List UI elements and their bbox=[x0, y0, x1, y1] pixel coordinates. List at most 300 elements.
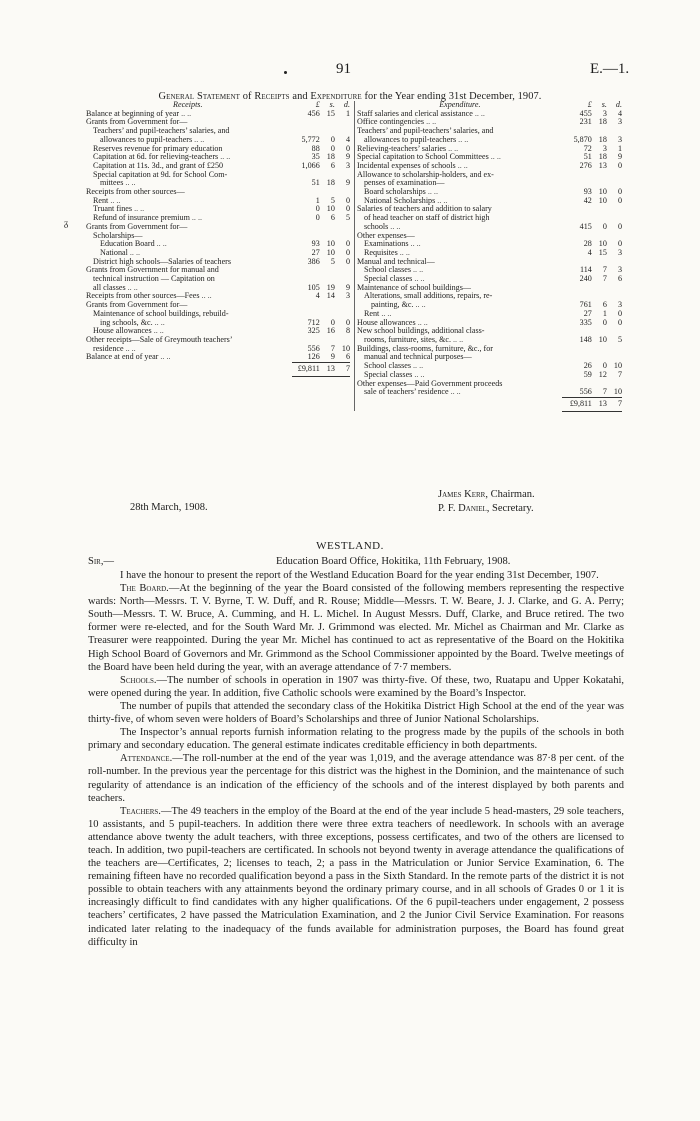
amount-cell: 0 bbox=[617, 308, 622, 318]
row-label bbox=[355, 118, 562, 127]
amount-cell: 3 bbox=[602, 143, 607, 153]
table-row bbox=[84, 145, 350, 154]
table-row bbox=[355, 179, 623, 188]
row-label-text: School classes bbox=[364, 266, 411, 275]
title-part: of bbox=[242, 91, 252, 102]
amount-cell: 0 bbox=[345, 195, 350, 205]
row-label bbox=[355, 223, 562, 232]
table-row bbox=[355, 353, 623, 362]
row-label-text: Other expenses— bbox=[357, 231, 415, 240]
row-label-text: Special capitation to School Committees bbox=[357, 153, 489, 162]
amount-cell bbox=[335, 266, 350, 275]
amount-cell: 9 bbox=[345, 152, 350, 162]
amount-cell: 6 bbox=[617, 274, 622, 284]
report-heading: WESTLAND. bbox=[316, 540, 384, 552]
amount-cell: 4 bbox=[315, 291, 320, 301]
row-label-text: Board scholarships bbox=[364, 188, 426, 197]
amount-cell bbox=[607, 171, 622, 180]
amount-cell bbox=[562, 205, 592, 214]
receipts-table bbox=[84, 101, 350, 377]
leader-dots: .. .. bbox=[413, 301, 426, 310]
row-label-text: schools bbox=[364, 222, 389, 231]
table-row bbox=[355, 162, 623, 171]
row-label-text: Grants from Government for manual and bbox=[86, 266, 219, 275]
row-label bbox=[84, 153, 292, 162]
table-row bbox=[355, 223, 623, 232]
total-amount: 13 bbox=[320, 363, 335, 377]
title-part: for the Year ending 31st December, 1907. bbox=[364, 91, 542, 102]
leader-dots: .. .. bbox=[448, 388, 461, 397]
row-label-text: Relieving-teachers’ salaries bbox=[357, 144, 447, 153]
table-row bbox=[355, 345, 623, 354]
table-row bbox=[84, 179, 350, 188]
amount-cell: 0 bbox=[602, 361, 607, 371]
amount-cell: 9 bbox=[345, 282, 350, 292]
amount-cell: 3 bbox=[602, 108, 607, 118]
amount-cell: 455 bbox=[579, 108, 592, 118]
leader-dots: .. .. bbox=[472, 109, 485, 118]
row-label bbox=[355, 136, 562, 145]
expenditure-table bbox=[354, 101, 622, 412]
paragraph-text: —The number of schools in operation in 1907 was thirty-five. Of these, two, Ruatapu and Upper Kokatahi, were opened during the year. In addition, five Catholic schools were examined by the Board’s Inspector. bbox=[88, 674, 624, 699]
row-label bbox=[355, 162, 562, 171]
amount-cell: 13 bbox=[598, 160, 607, 170]
amount-cell: 7 bbox=[602, 265, 607, 275]
amount-cell: 0 bbox=[330, 317, 335, 327]
row-label-text: Salaries of teachers and addition to salary bbox=[357, 205, 492, 214]
table-row bbox=[355, 240, 623, 249]
amount-cell: 42 bbox=[583, 195, 592, 205]
amount-cell: 1 bbox=[345, 108, 350, 118]
amount-cell: 0 bbox=[602, 221, 607, 231]
total-amount: 7 bbox=[335, 363, 350, 377]
report-body bbox=[88, 569, 624, 949]
salutation: Sir,— bbox=[88, 556, 114, 567]
amount-cell bbox=[320, 301, 335, 310]
row-label bbox=[355, 110, 562, 119]
total-label bbox=[355, 397, 562, 411]
row-label bbox=[84, 214, 292, 223]
report-paragraph bbox=[88, 674, 624, 700]
leader-dots: .. .. bbox=[158, 353, 171, 362]
amount-cell: 10 bbox=[598, 334, 607, 344]
amount-cell: 325 bbox=[307, 326, 320, 336]
table-row bbox=[84, 301, 350, 310]
amount-cell: 10 bbox=[326, 204, 335, 214]
amount-cell: 5 bbox=[617, 334, 622, 344]
amount-cell: 0 bbox=[617, 195, 622, 205]
leader-dots: .. .. bbox=[425, 188, 438, 197]
amount-cell: 456 bbox=[307, 108, 320, 118]
amount-cell: 6 bbox=[330, 160, 335, 170]
table-row bbox=[84, 327, 350, 336]
table-row bbox=[84, 240, 350, 249]
total-row bbox=[84, 363, 350, 377]
total-row bbox=[355, 397, 623, 411]
paragraph-text: The number of pupils that attended the secondary class of the Hokitika District High School at the end of the year was thirty-five, of whom seven were holders of Board’s Scholarships and three of Junior National Scholarships. bbox=[88, 700, 624, 726]
row-label bbox=[355, 353, 562, 362]
table-row bbox=[355, 284, 623, 293]
paragraph-text: —The 49 teachers in the employ of the Board at the end of the year include 5 head-masters, 29 sole teachers, 10 assistants, and 5 pupil-teachers. In addition there were three extra teachers of needlework. In schools with an average attendance above twenty the adult teachers, with three exceptions, possess certificates, and two of the others are licensed to teach. In addition, two pupil-teachers are certificated. In schools not beyond twenty in average attendance the qualifications of the teachers are—Certificates, 2; licenses to teach, 2; a pass in the Matriculation or Junior Service Examination, 6. The remaining fifteen have no recorded qualification beyond a pass in the Sixth Standard. In the remote parts of the district it is not possible to obtain teachers with any attainments beyond the ordinary primary course, and in all schools of Grades 0 or 1 it is increasingly difficult to find candidates with any higher qualifications. Of the 6 pupil-teachers under engagement, 2 possess teachers’ certificates, 2 have passed the Matriculation Examination, and 2 the Junior Civil Service Examination. For reasons indicated later relating to the inadequacy of the funds available for administration purposes, the Board has found great difficulty in bbox=[88, 805, 624, 948]
row-label-text: School classes bbox=[364, 362, 411, 371]
leader-dots: .. .. bbox=[379, 309, 392, 318]
row-label-text: allowances to pupil-teachers bbox=[364, 135, 457, 144]
row-label bbox=[355, 145, 562, 154]
row-label bbox=[84, 310, 292, 319]
row-label bbox=[84, 353, 292, 362]
table-row bbox=[355, 336, 623, 345]
row-label bbox=[84, 162, 292, 171]
amount-cell: 0 bbox=[330, 143, 335, 153]
table-row bbox=[355, 388, 623, 397]
row-label-text: sale of teachers’ residence bbox=[364, 388, 449, 397]
amount-cell: 335 bbox=[579, 317, 592, 327]
leader-dots: .. .. bbox=[397, 248, 410, 257]
amount-cell: 7 bbox=[602, 387, 607, 397]
row-label-text: rooms, furniture, sites, &c. bbox=[364, 335, 451, 344]
title-part: Expenditure bbox=[310, 91, 362, 102]
row-label-text: ing schools, &c. bbox=[100, 318, 153, 327]
paragraph-lead: The Board. bbox=[120, 583, 169, 595]
row-label bbox=[355, 319, 562, 328]
secretary-name: P. F. Daniel bbox=[438, 503, 487, 514]
leader-dots: .. .. bbox=[410, 266, 424, 275]
table-row bbox=[355, 171, 623, 180]
report-dateline: Education Board Office, Hokitika, 11th February, 1908. bbox=[276, 556, 511, 567]
leader-dots: .. .. bbox=[151, 327, 164, 336]
paragraph-lead: Attendance. bbox=[120, 753, 173, 765]
amount-cell bbox=[335, 118, 350, 127]
table-row bbox=[84, 258, 350, 267]
amount-cell: 114 bbox=[579, 265, 592, 275]
amount-cell: 556 bbox=[579, 387, 592, 397]
amount-cell: 5,772 bbox=[301, 134, 320, 144]
total-amount: £9,811 bbox=[292, 363, 320, 377]
leader-dots: .. .. bbox=[424, 118, 437, 127]
report-paragraph bbox=[88, 582, 624, 674]
amount-cell: 105 bbox=[307, 282, 320, 292]
amount-cell: 72 bbox=[583, 143, 592, 153]
total-amount: £9,811 bbox=[562, 397, 592, 411]
chairman-title: , Chairman. bbox=[485, 489, 535, 500]
amount-cell: 14 bbox=[326, 291, 335, 301]
amount-cell: 10 bbox=[598, 239, 607, 249]
table-row bbox=[84, 118, 350, 127]
row-label bbox=[84, 301, 292, 310]
amount-cell: 15 bbox=[326, 108, 335, 118]
table-row bbox=[355, 362, 623, 371]
amount-cell: 18 bbox=[326, 152, 335, 162]
row-label bbox=[84, 275, 292, 284]
total-amount: 7 bbox=[607, 397, 622, 411]
table-row bbox=[84, 162, 350, 171]
leader-dots: .. .. bbox=[435, 196, 448, 205]
amount-cell: 3 bbox=[617, 300, 622, 310]
amount-cell: 761 bbox=[579, 300, 592, 310]
row-label-text: allowances to pupil-teachers bbox=[100, 135, 193, 144]
table-row bbox=[355, 275, 623, 284]
amount-cell: 18 bbox=[598, 117, 607, 127]
table-row bbox=[84, 171, 350, 180]
amount-cell: 88 bbox=[311, 143, 320, 153]
row-label-text: Balance at beginning of year bbox=[86, 109, 180, 118]
row-label bbox=[84, 345, 292, 354]
row-label-text: Maintenance of school buildings, rebuild- bbox=[93, 309, 229, 318]
amount-cell: 27 bbox=[311, 247, 320, 257]
row-label-text: Examinations bbox=[364, 240, 409, 249]
amount-cell: 0 bbox=[602, 317, 607, 327]
row-label-text: Grants from Government for— bbox=[86, 301, 188, 310]
amount-cell: 26 bbox=[583, 361, 592, 371]
row-label-text: New school buildings, additional class- bbox=[357, 327, 485, 336]
amount-cell: 9 bbox=[617, 152, 622, 162]
row-label bbox=[355, 292, 562, 301]
row-label bbox=[355, 205, 562, 214]
total-label bbox=[84, 363, 292, 377]
row-label bbox=[355, 179, 562, 188]
amount-cell: 0 bbox=[315, 204, 320, 214]
amount-cell: 5 bbox=[330, 256, 335, 266]
amount-cell bbox=[592, 345, 607, 354]
row-label-text: Special capitation at 9d. for School Com- bbox=[93, 170, 228, 179]
row-label-text: Truant fines bbox=[93, 205, 133, 214]
signature-date: 28th March, 1908. bbox=[130, 502, 208, 513]
row-label bbox=[84, 171, 292, 180]
amount-cell: 27 bbox=[583, 308, 592, 318]
amount-cell bbox=[607, 345, 622, 354]
table-row bbox=[84, 214, 350, 223]
row-label-text: painting, &c. bbox=[371, 301, 414, 310]
amount-cell: 148 bbox=[579, 334, 592, 344]
row-label bbox=[355, 388, 562, 397]
row-label-text: Grants from Government for— bbox=[86, 222, 188, 231]
row-label-text: Teachers’ and pupil-teachers’ salaries, and bbox=[93, 127, 230, 136]
amount-cell: 7 bbox=[602, 274, 607, 284]
leader-dots: .. .. bbox=[412, 275, 425, 284]
amount-cell bbox=[592, 205, 607, 214]
row-label bbox=[355, 345, 562, 354]
table-row bbox=[84, 232, 350, 241]
page-number: 91 bbox=[336, 61, 351, 77]
row-label bbox=[84, 336, 292, 345]
row-label-text: Grants from Government for— bbox=[86, 118, 188, 127]
amount-cell: 10 bbox=[598, 195, 607, 205]
amount-cell: 6 bbox=[345, 352, 350, 362]
leader-dots: .. .. bbox=[408, 240, 421, 249]
secretary-signature bbox=[438, 503, 534, 514]
table-row bbox=[355, 136, 623, 145]
amount-cell: 0 bbox=[617, 160, 622, 170]
row-label bbox=[355, 362, 562, 371]
leader-dots: .. .. bbox=[412, 370, 425, 379]
amount-cell: 4 bbox=[587, 247, 592, 257]
row-label bbox=[355, 371, 562, 380]
amount-cell: 1 bbox=[617, 143, 622, 153]
currency-heading: d. bbox=[343, 100, 350, 109]
amount-cell: 10 bbox=[613, 387, 622, 397]
leader-dots: .. .. bbox=[125, 283, 138, 292]
amount-cell: 3 bbox=[345, 291, 350, 301]
leader-dots: .. .. bbox=[189, 214, 203, 223]
row-label bbox=[84, 319, 292, 328]
currency-heading: s. bbox=[601, 100, 607, 109]
amount-cell bbox=[335, 301, 350, 310]
amount-cell: 93 bbox=[583, 187, 592, 197]
table-row bbox=[84, 188, 350, 197]
paragraph-lead: Schools. bbox=[120, 674, 157, 686]
row-label-text: National bbox=[100, 248, 128, 257]
currency-heading: £ bbox=[315, 100, 320, 109]
row-label-text: Refund of insurance premium bbox=[93, 214, 190, 223]
table-row bbox=[84, 266, 350, 275]
leader-dots: .. .. bbox=[179, 109, 192, 118]
amount-cell: 0 bbox=[345, 247, 350, 257]
row-label-text: Manual and technical— bbox=[357, 257, 435, 266]
row-label bbox=[355, 153, 562, 162]
currency-heading: s. bbox=[329, 100, 335, 109]
table-row bbox=[355, 232, 623, 241]
amount-cell: 8 bbox=[345, 326, 350, 336]
row-label-text: Staff salaries and clerical assistance bbox=[357, 109, 473, 118]
amount-cell: 3 bbox=[345, 160, 350, 170]
row-label-text: Special classes bbox=[364, 275, 413, 284]
row-label-text: Maintenance of school buildings— bbox=[357, 283, 471, 292]
amount-cell bbox=[592, 284, 607, 293]
paragraph-text: —The roll-number at the end of the year was 1,019, and the average attendance was 87·8 per cent. of the roll-number. In the previous year the percentage for this district was the highest in the Dominion, and the maintenance of such regularity of attendance is an indication of the efficiency of the schools and of the interest displayed by both parents and teachers. bbox=[88, 753, 624, 804]
row-label bbox=[355, 301, 562, 310]
amount-cell: 0 bbox=[617, 317, 622, 327]
row-label-text: all classes bbox=[93, 283, 126, 292]
row-label bbox=[355, 232, 562, 241]
row-label bbox=[84, 110, 292, 119]
amount-cell: 35 bbox=[311, 152, 320, 162]
row-label bbox=[355, 266, 562, 275]
row-label bbox=[355, 258, 562, 267]
row-label bbox=[84, 249, 292, 258]
row-label-text: Capitation at 6d. for relieving-teachers bbox=[93, 153, 219, 162]
amount-cell: 18 bbox=[598, 152, 607, 162]
amount-cell: 18 bbox=[598, 134, 607, 144]
amount-cell: 0 bbox=[617, 221, 622, 231]
row-label-text: Incidental expenses of schools bbox=[357, 161, 456, 170]
table-row bbox=[84, 223, 350, 232]
amount-cell: 4 bbox=[345, 134, 350, 144]
paragraph-text: The Inspector’s annual reports furnish information relating to the progress made by the pupils of the schools in both primary and secondary education. The general estimate indicates creditable efficiency in both departments. bbox=[88, 727, 624, 752]
amount-cell: 12 bbox=[598, 369, 607, 379]
leader-dots: .. .. bbox=[410, 362, 424, 371]
row-label-text: Rent bbox=[93, 196, 109, 205]
paragraph-text: —At the beginning of the year the Board consisted of the following members representing the respective wards: North—Messrs. T. V. Byrne, T. W. Duff, and R. Rouse; Middle—Messrs. T. W. Beare, J. J. Clarke, and G. A. Perry; South—Messrs. T. W. Bruce, A. Cumming, and H. L. Michel. In August Messrs. Duff, Clarke, and Bruce retired. The two former were re-elected, and for the South Ward Mr. J. Grimmond was elected. Mr. Michel as Chairman and Mr. Clarke as Treasurer were reappointed. During the year Mr. Michel has continued to act as representative of the Board on the Hokitika High School Board of Governors and Mr. Grimmond as the School Commissioner appointed by the Board. Twelve meetings of the Board have been held during the year, with an average attendance of 7·7 members. bbox=[88, 583, 624, 673]
row-label-text: Requisites bbox=[364, 248, 398, 257]
row-label-text: National Scholarships bbox=[364, 196, 436, 205]
row-label bbox=[84, 284, 292, 293]
amount-cell: 0 bbox=[345, 239, 350, 249]
leader-dots: .. .. bbox=[455, 161, 468, 170]
leader-dots: .. .. bbox=[108, 196, 121, 205]
margin-mark: ᵹ bbox=[64, 218, 69, 228]
amount-cell bbox=[562, 284, 592, 293]
report-paragraph bbox=[88, 752, 624, 804]
row-label bbox=[84, 197, 292, 206]
amount-cell: 5 bbox=[345, 213, 350, 223]
amount-cell: 3 bbox=[617, 265, 622, 275]
amount-cell: 51 bbox=[311, 178, 320, 188]
amount-cell: 712 bbox=[307, 317, 320, 327]
amount-cell bbox=[562, 345, 592, 354]
amount-cell: 0 bbox=[345, 317, 350, 327]
table-row bbox=[84, 136, 350, 145]
row-label bbox=[84, 223, 292, 232]
amount-cell: 4 bbox=[617, 108, 622, 118]
title-part: and bbox=[292, 91, 308, 102]
amount-cell bbox=[292, 223, 320, 232]
document-reference: E.—1. bbox=[590, 61, 630, 77]
row-label bbox=[84, 327, 292, 336]
row-label bbox=[355, 284, 562, 293]
amount-cell bbox=[320, 118, 335, 127]
row-label-text: Teachers’ and pupil-teachers’ salaries, and bbox=[357, 127, 494, 136]
amount-cell: 10 bbox=[326, 239, 335, 249]
table-row bbox=[84, 110, 350, 119]
amount-cell bbox=[292, 118, 320, 127]
report-paragraph bbox=[88, 726, 624, 752]
row-label bbox=[355, 327, 562, 336]
amount-cell: 93 bbox=[311, 239, 320, 249]
secretary-title: , Secretary. bbox=[486, 503, 534, 514]
table-row bbox=[355, 145, 623, 154]
amount-cell: 1 bbox=[315, 195, 320, 205]
table-row bbox=[84, 284, 350, 293]
currency-heading: £ bbox=[587, 100, 592, 109]
row-label bbox=[355, 380, 562, 389]
row-label bbox=[84, 292, 292, 301]
row-label-text: Allowance to scholarship-holders, and ex- bbox=[357, 170, 494, 179]
amount-cell: 10 bbox=[613, 361, 622, 371]
row-label bbox=[84, 232, 292, 241]
row-label-text: Reserves revenue for primary education bbox=[93, 144, 223, 153]
paragraph-text: I have the honour to present the report of the Westland Education Board for the year ending 31st December, 1907. bbox=[120, 570, 599, 581]
leader-dots: .. .. bbox=[199, 292, 212, 301]
table-row bbox=[355, 205, 623, 214]
chairman-signature bbox=[438, 489, 535, 500]
amount-cell: 10 bbox=[326, 247, 335, 257]
amount-cell: 126 bbox=[307, 352, 320, 362]
leader-dots: .. .. bbox=[127, 248, 141, 257]
row-label-text: Other receipts—Sale of Greymouth teachers’ bbox=[86, 335, 233, 344]
row-label bbox=[355, 188, 562, 197]
row-label bbox=[84, 136, 292, 145]
row-label-text: Balance at end of year bbox=[86, 353, 159, 362]
amount-cell: 19 bbox=[326, 282, 335, 292]
amount-cell: 0 bbox=[345, 143, 350, 153]
column-heading: Expenditure. bbox=[439, 101, 481, 109]
amount-cell: 0 bbox=[345, 256, 350, 266]
amount-cell: 9 bbox=[345, 178, 350, 188]
row-label bbox=[84, 205, 292, 214]
table-row bbox=[84, 292, 350, 301]
table-row bbox=[355, 118, 623, 127]
table-row bbox=[355, 371, 623, 380]
row-label bbox=[84, 179, 292, 188]
amount-cell: 10 bbox=[341, 343, 350, 353]
report-paragraph bbox=[88, 569, 624, 582]
row-label bbox=[84, 145, 292, 154]
amount-cell bbox=[320, 266, 335, 275]
row-label-text: Office contingencies bbox=[357, 118, 425, 127]
amount-cell: 0 bbox=[617, 239, 622, 249]
amount-cell bbox=[607, 205, 622, 214]
amount-cell bbox=[592, 171, 607, 180]
